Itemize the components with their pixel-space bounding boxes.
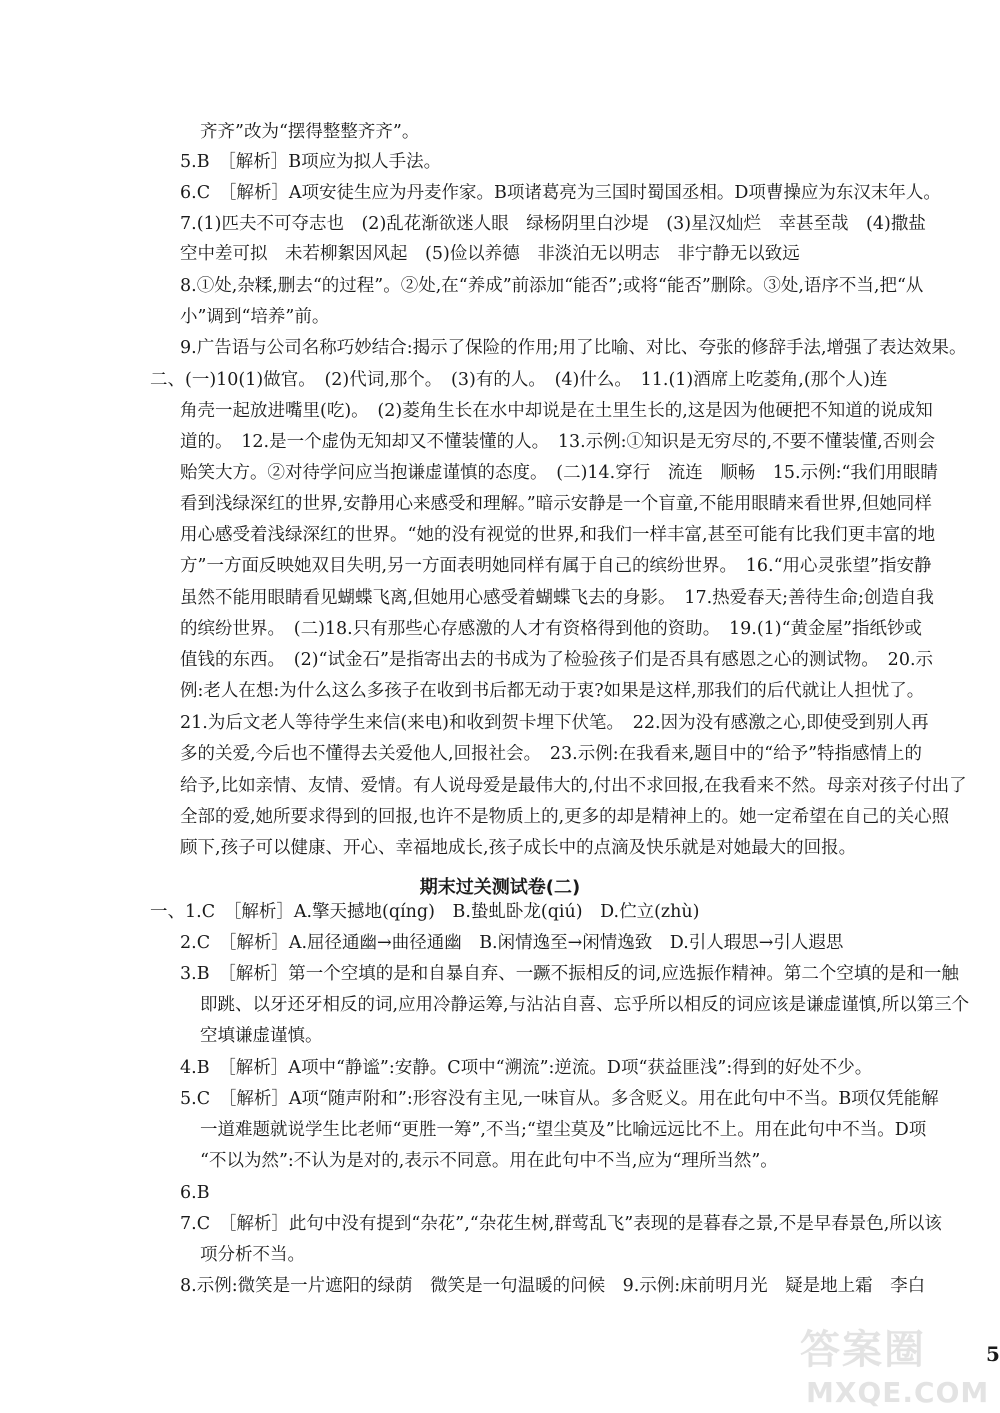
text-line: 空填谦虚谨慎。 xyxy=(200,1026,323,1046)
text-line: 6.B xyxy=(180,1183,210,1203)
text-line: 21.为后文老人等待学生来信(来电)和收到贺卡埋下伏笔。 22.因为没有感激之心,即使受到别人再 xyxy=(180,713,929,733)
text-line: 值钱的东西。 (2)“试金石”是指寄出去的书成为了检验孩子们是否具有感恩之心的测试物。 20.示 xyxy=(180,650,934,670)
text-line: 5.C ［解析］A项“随声附和”:形容没有主见,一味盲从。多含贬义。用在此句中不当。B项仅凭能解 xyxy=(180,1089,939,1109)
text-line: 小”调到“培养”前。 xyxy=(180,307,330,327)
text-line: 项分析不当。 xyxy=(200,1245,305,1265)
text-line: 的缤纷世界。 (二)18.只有那些心存感激的人才有资格得到他的资助。 19.(1)“黄金屋”指纸钞或 xyxy=(180,619,922,639)
text-line: 道的。 12.是一个虚伪无知却又不懂装懂的人。 13.示例:①知识是无穷尽的,不要不懂装懂,否则会 xyxy=(180,432,936,452)
text-line: 角壳一起放进嘴里(吃)。 (2)菱角生长在水中却说是在土里生长的,这是因为他硬把不知道的说成知 xyxy=(180,401,933,421)
text-line: 全部的爱,她所要求得到的回报,也许不是物质上的,更多的却是精神上的。她一定希望在自己的关心照 xyxy=(180,807,950,827)
text-line: 8.示例:微笑是一片遮阳的绿荫 微笑是一句温暖的问候 9.示例:床前明月光 疑是地上霜 李白 xyxy=(180,1276,926,1296)
text-line: 一道难题就说学生比老师“更胜一筹”,不当;“望尘莫及”比喻远远比不上。用在此句中不当。D项 xyxy=(200,1120,927,1140)
text-line: 用心感受着浅绿深红的世界。“她的没有视觉的世界,和我们一样丰富,甚至可能有比我们更丰富的地 xyxy=(180,525,936,545)
text-line: 9.广告语与公司名称巧妙结合:揭示了保险的作用;用了比喻、对比、夸张的修辞手法,增强了表达效果。 xyxy=(180,338,967,358)
text-line: 空中差可拟 未若柳絮因风起 (5)俭以养德 非淡泊无以明志 非宁静无以致远 xyxy=(180,244,800,264)
text-line: 二、(一)10(1)做官。 (2)代词,那个。 (3)有的人。 (4)什么。 11.(1)酒席上吃菱角,(那个人)连 xyxy=(150,370,888,390)
text-line: 顾下,孩子可以健康、开心、幸福地成长,孩子成长中的点滴及快乐就是对她最大的回报。 xyxy=(180,838,857,858)
watermark-url: MXQE.COM xyxy=(806,1376,990,1409)
text-line: 例:老人在想:为什么这么多孩子在收到书后都无动于衷?如果是这样,那我们的后代就让人担忧了。 xyxy=(180,681,925,701)
text-line: 8.①处,杂糅,删去“的过程”。②处,在“养成”前添加“能否”;或将“能否”删除。③处,语序不当,把“从 xyxy=(180,276,924,296)
text-line: 5.B ［解析］B项应为拟人手法。 xyxy=(180,152,442,172)
text-line: 7.(1)匹夫不可夺志也 (2)乱花渐欲迷人眼 绿杨阴里白沙堤 (3)星汉灿烂 幸甚至哉 (4)撒盐 xyxy=(180,214,926,234)
text-line: 3.B ［解析］第一个空填的是和自暴自弃、一蹶不振相反的词,应选振作精神。第二个空填的是和一触 xyxy=(180,964,959,984)
watermark-logo xyxy=(800,1318,1000,1413)
section-title: 期末过关测试卷(二) xyxy=(419,877,581,898)
text-line: 方”一方面反映她双目失明,另一方面表明她同样有属于自己的缤纷世界。 16.“用心灵张望”指安静 xyxy=(180,556,932,576)
watermark-seal: 答案圈 xyxy=(800,1327,926,1373)
text-line: “不以为然”:不认为是对的,表示不同意。用在此句中不当,应为“理所当然”。 xyxy=(200,1151,778,1171)
text-line: 即跳、以牙还牙相反的词,应用冷静运筹,与沾沾自喜、忘乎所以相反的词应该是谦虚谨慎,所以第三个 xyxy=(200,995,970,1015)
text-line: 2.C ［解析］A.屈径通幽→曲径通幽 B.闲情逸至→闲情逸致 D.引人瑕思→引人遐思 xyxy=(180,933,844,953)
text-line: 虽然不能用眼睛看见蝴蝶飞离,但她用心感受着蝴蝶飞去的身影。 17.热爱春天;善待生命;创造自我 xyxy=(180,588,934,608)
text-line: 一、1.C ［解析］A.擎天撼地(qíng) B.蛰虬卧龙(qiú) D.伫立(zhù) xyxy=(150,902,700,922)
text-line: 贻笑大方。②对待学问应当抱谦虚谨慎的态度。 (二)14.穿行 流连 顺畅 15.示例:“我们用眼睛 xyxy=(180,463,938,483)
text-line: 多的关爱,今后也不懂得去关爱他人,回报社会。 23.示例:在我看来,题目中的“给予”特指感情上的 xyxy=(180,744,923,764)
text-line: 给予,比如亲情、友情、爱情。有人说母爱是最伟大的,付出不求回报,在我看来不然。母亲对孩子付出了 xyxy=(180,776,967,796)
text-line: 4.B ［解析］A项中“静谧”:安静。C项中“溯流”:逆流。D项“获益匪浅”:得到的好处不少。 xyxy=(180,1058,873,1078)
page-number: 5 xyxy=(986,1342,1000,1366)
text-line: 7.C ［解析］此句中没有提到“杂花”,“杂花生树,群莺乱飞”表现的是暮春之景,不是早春景色,所以该 xyxy=(180,1214,942,1234)
text-line: 看到浅绿深红的世界,安静用心来感受和理解。”暗示安静是一个盲童,不能用眼睛来看世界,但她同样 xyxy=(180,494,932,514)
text-line: 6.C ［解析］A项安徒生应为丹麦作家。B项诸葛亮为三国时蜀国丞相。D项曹操应为东汉末年人。 xyxy=(180,183,941,203)
text-line: 齐齐”改为“摆得整整齐齐”。 xyxy=(200,122,420,142)
